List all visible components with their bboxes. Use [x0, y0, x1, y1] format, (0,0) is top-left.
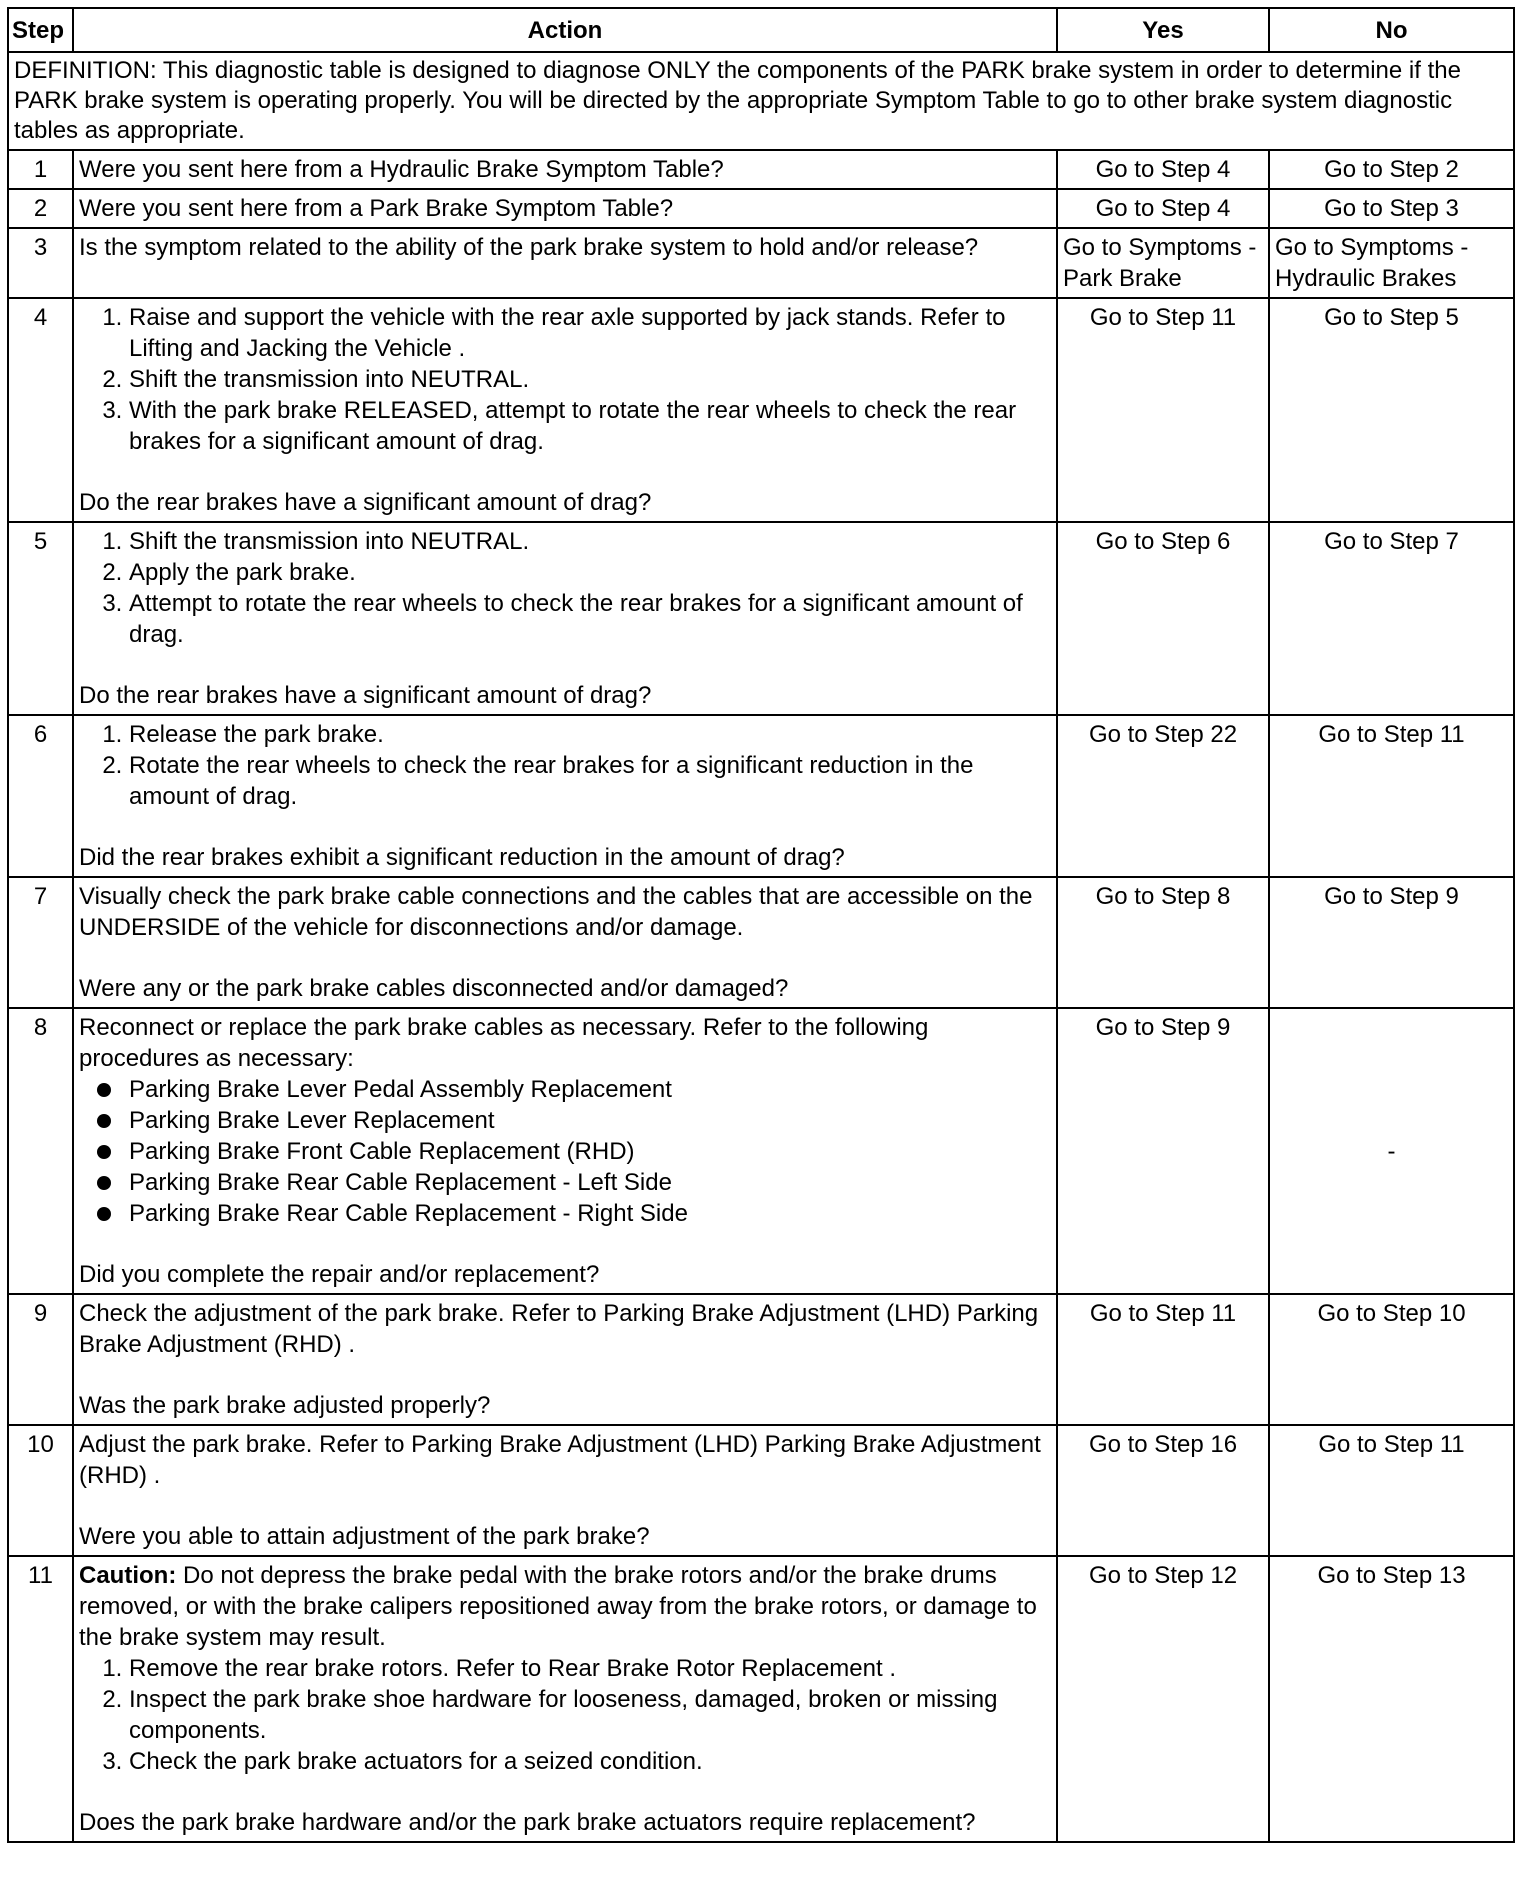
step-number: 4: [8, 298, 73, 522]
no-result: Go to Step 2: [1269, 150, 1514, 189]
procedure-step: 2. Inspect the park brake shoe hardware for looseness, damaged, broken or missing components.: [129, 1684, 1051, 1746]
procedure-step: 2. Apply the park brake.: [129, 557, 1051, 588]
table-row: [8, 298, 1514, 522]
action-cell: [73, 522, 1057, 715]
action-cell: [73, 877, 1057, 1008]
action-text: Reconnect or replace the park brake cables as necessary. Refer to the following procedures as necessary:: [79, 1014, 929, 1072]
step-number: 3: [8, 228, 73, 298]
yes-result: Go to Step 9: [1057, 1008, 1269, 1294]
action-text: Visually check the park brake cable connections and the cables that are accessible on the UNDERSIDE of the vehicle for disconnections and/or damage.: [79, 883, 1033, 941]
action-cell: [73, 715, 1057, 877]
table-row: [8, 228, 1514, 298]
step-number: 2: [8, 189, 73, 228]
bullet-icon: [97, 1114, 111, 1128]
step-number: 9: [8, 1294, 73, 1425]
procedure-step: 1. Raise and support the vehicle with the rear axle supported by jack stands. Refer to Lifting and Jacking the Vehicle .: [129, 302, 1051, 364]
bullet-icon: [97, 1145, 111, 1159]
yes-result: Go to Step 11: [1057, 1294, 1269, 1425]
yes-header: Yes: [1057, 8, 1269, 52]
no-result: -: [1269, 1008, 1514, 1294]
procedure-link-label: Parking Brake Lever Pedal Assembly Replacement: [129, 1076, 672, 1103]
action-cell: [73, 1556, 1057, 1842]
procedure-list: [79, 1653, 1051, 1777]
question-text: Was the park brake adjusted properly?: [79, 1392, 491, 1419]
step-number: 5: [8, 522, 73, 715]
question-text: Did you complete the repair and/or replacement?: [79, 1261, 600, 1288]
action-header: Action: [73, 8, 1057, 52]
step-number: 1: [8, 150, 73, 189]
yes-result: Go to Step 11: [1057, 298, 1269, 522]
table-row: [8, 522, 1514, 715]
action-text: Were you sent here from a Park Brake Symptom Table?: [73, 189, 1057, 228]
procedure-link-label: Parking Brake Rear Cable Replacement - Left Side: [129, 1169, 672, 1196]
caution-label: Caution:: [79, 1562, 177, 1589]
procedure-step: 3. With the park brake RELEASED, attempt to rotate the rear wheels to check the rear brakes for a significant amount of drag.: [129, 395, 1051, 457]
question-text: Do the rear brakes have a significant amount of drag?: [79, 489, 652, 516]
yes-result: Go to Step 8: [1057, 877, 1269, 1008]
header-row: [8, 8, 1514, 52]
no-result: Go to Step 7: [1269, 522, 1514, 715]
question-text: Do the rear brakes have a significant amount of drag?: [79, 682, 652, 709]
table-row: [8, 150, 1514, 189]
procedure-step: 2. Shift the transmission into NEUTRAL.: [129, 364, 1051, 395]
question-text: Does the park brake hardware and/or the park brake actuators require replacement?: [79, 1809, 976, 1836]
procedure-link-label: Parking Brake Front Cable Replacement (RHD): [129, 1138, 635, 1165]
yes-result: Go to Step 4: [1057, 150, 1269, 189]
table-row: [8, 1294, 1514, 1425]
table-row: [8, 1425, 1514, 1556]
action-cell: [73, 1425, 1057, 1556]
action-text: Check the adjustment of the park brake. Refer to Parking Brake Adjustment (LHD) Parking Brake Adjustment (RHD) .: [79, 1300, 1039, 1358]
no-result: Go to Step 3: [1269, 189, 1514, 228]
caution-text: Do not depress the brake pedal with the brake rotors and/or the brake drums removed, or with the brake calipers repositioned away from the brake rotors, or damage to the brake system may result.: [79, 1562, 1037, 1651]
table-row: [8, 189, 1514, 228]
procedure-step: 2. Rotate the rear wheels to check the rear brakes for a significant reduction in the amount of drag.: [129, 750, 1051, 812]
table-row: [8, 1556, 1514, 1842]
question-text: Were any or the park brake cables disconnected and/or damaged?: [79, 975, 789, 1002]
table-row: [8, 877, 1514, 1008]
yes-result: Go to Step 16: [1057, 1425, 1269, 1556]
document-page: [7, 7, 1513, 1843]
procedure-step: 1. Release the park brake.: [129, 719, 1051, 750]
action-cell: [73, 1294, 1057, 1425]
no-result: Go to Symptoms - Hydraulic Brakes: [1269, 228, 1514, 298]
step-number: 8: [8, 1008, 73, 1294]
table-row: [8, 715, 1514, 877]
procedure-link-label: Parking Brake Rear Cable Replacement - Right Side: [129, 1200, 688, 1227]
action-cell: [73, 298, 1057, 522]
action-cell: [73, 1008, 1057, 1294]
no-result: Go to Step 11: [1269, 715, 1514, 877]
bullet-icon: [97, 1207, 111, 1221]
procedure-link-item: [129, 1136, 1051, 1167]
procedure-list: [79, 526, 1051, 650]
procedure-step: 3. Attempt to rotate the rear wheels to check the rear brakes for a significant amount of drag.: [129, 588, 1051, 650]
caution-note: [79, 1560, 1051, 1653]
yes-result: Go to Step 12: [1057, 1556, 1269, 1842]
procedure-link-item: [129, 1198, 1051, 1229]
procedure-link-label: Parking Brake Lever Replacement: [129, 1107, 495, 1134]
action-text: Is the symptom related to the ability of the park brake system to hold and/or release?: [73, 228, 1057, 298]
step-number: 10: [8, 1425, 73, 1556]
action-text: Adjust the park brake. Refer to Parking Brake Adjustment (LHD) Parking Brake Adjustment (RHD) .: [79, 1431, 1041, 1489]
bullet-icon: [97, 1176, 111, 1190]
action-text: Were you sent here from a Hydraulic Brake Symptom Table?: [73, 150, 1057, 189]
yes-result: Go to Symptoms - Park Brake: [1057, 228, 1269, 298]
definition-row: [8, 52, 1514, 150]
procedure-step: 1. Shift the transmission into NEUTRAL.: [129, 526, 1051, 557]
procedure-link-item: [129, 1167, 1051, 1198]
procedure-link-item: [129, 1105, 1051, 1136]
yes-result: Go to Step 22: [1057, 715, 1269, 877]
procedure-list: [79, 719, 1051, 812]
no-header: No: [1269, 8, 1514, 52]
procedure-bullet-list: [79, 1074, 1051, 1229]
no-result: Go to Step 10: [1269, 1294, 1514, 1425]
procedure-step: 3. Check the park brake actuators for a seized condition.: [129, 1746, 1051, 1777]
step-number: 7: [8, 877, 73, 1008]
yes-result: Go to Step 4: [1057, 189, 1269, 228]
table-row: [8, 1008, 1514, 1294]
procedure-step: 1. Remove the rear brake rotors. Refer to Rear Brake Rotor Replacement .: [129, 1653, 1051, 1684]
no-result: Go to Step 9: [1269, 877, 1514, 1008]
no-result: Go to Step 5: [1269, 298, 1514, 522]
yes-result: Go to Step 6: [1057, 522, 1269, 715]
procedure-list: [79, 302, 1051, 457]
definition-text: DEFINITION: This diagnostic table is designed to diagnose ONLY the components of the PARK brake system in order to determine if the PARK brake system is operating properly. You will be directed by the appropriate Symptom Table to go to other brake system diagnostic tables as appropriate.: [8, 52, 1514, 150]
diagnostic-table: [7, 7, 1515, 1843]
question-text: Were you able to attain adjustment of the park brake?: [79, 1523, 650, 1550]
procedure-link-item: [129, 1074, 1051, 1105]
no-result: Go to Step 13: [1269, 1556, 1514, 1842]
step-number: 6: [8, 715, 73, 877]
step-header: Step: [8, 8, 73, 52]
no-result: Go to Step 11: [1269, 1425, 1514, 1556]
step-number: 11: [8, 1556, 73, 1842]
question-text: Did the rear brakes exhibit a significant reduction in the amount of drag?: [79, 844, 845, 871]
bullet-icon: [97, 1083, 111, 1097]
